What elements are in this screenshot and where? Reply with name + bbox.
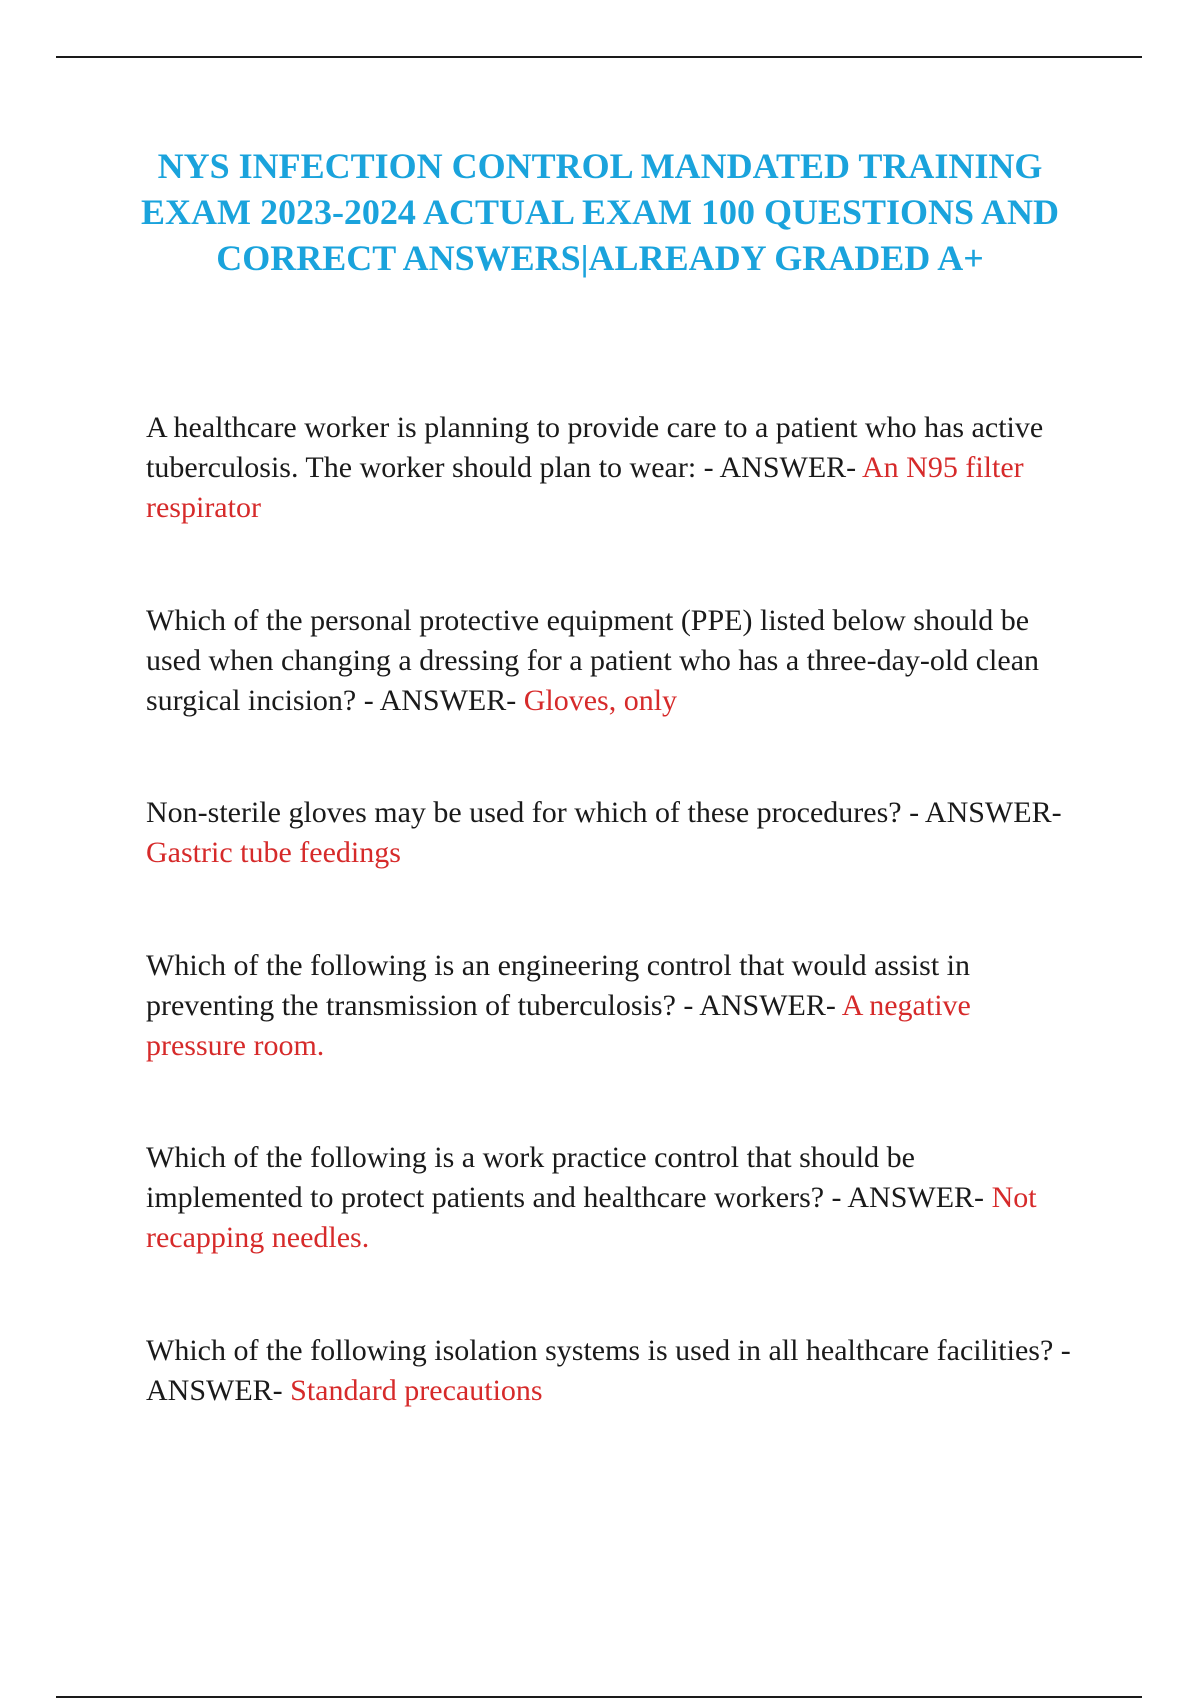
- answer-text: Standard precautions: [290, 1374, 543, 1407]
- answer-text: A negative pressure room.: [146, 989, 971, 1062]
- qa-item: [146, 408, 1076, 528]
- qa-item: [146, 601, 1076, 721]
- qa-item: [146, 1331, 1076, 1411]
- answer-text: Gloves, only: [523, 684, 678, 717]
- qa-item: [146, 793, 1076, 873]
- question-text: Which of the personal protective equipment (PPE) listed below should be used when changing a dressing for a patient who has a three-day-old clean surgical incision? - ANSWER-: [146, 604, 1040, 717]
- top-rule: [56, 56, 1142, 58]
- answer-text: Not recapping needles.: [146, 1181, 1037, 1254]
- question-text: Which of the following is an engineering control that would assist in preventing the transmission of tuberculosis? - ANSWER-: [146, 949, 971, 1022]
- answer-text: An N95 filter respirator: [146, 451, 1024, 524]
- question-text: Non-sterile gloves may be used for which of these procedures? - ANSWER-: [146, 796, 1062, 829]
- question-text: Which of the following is a work practice control that should be implemented to protect patients and healthcare workers? - ANSWER-: [146, 1141, 992, 1214]
- bottom-rule: [56, 1696, 1142, 1698]
- qa-item: [146, 1138, 1076, 1258]
- qa-item: [146, 946, 1076, 1066]
- answer-text: Gastric tube feedings: [146, 836, 401, 869]
- question-text: Which of the following isolation systems is used in all healthcare facilities? - ANSWER-: [146, 1334, 1071, 1407]
- document-title: NYS INFECTION CONTROL MANDATED TRAINING EXAM 2023-2024 ACTUAL EXAM 100 QUESTIONS AND CORRECT ANSWERS|ALREADY GRADED A+: [140, 146, 1060, 278]
- question-text: A healthcare worker is planning to provide care to a patient who has active tuberculosis. The worker should plan to wear: - ANSWER-: [146, 411, 1044, 484]
